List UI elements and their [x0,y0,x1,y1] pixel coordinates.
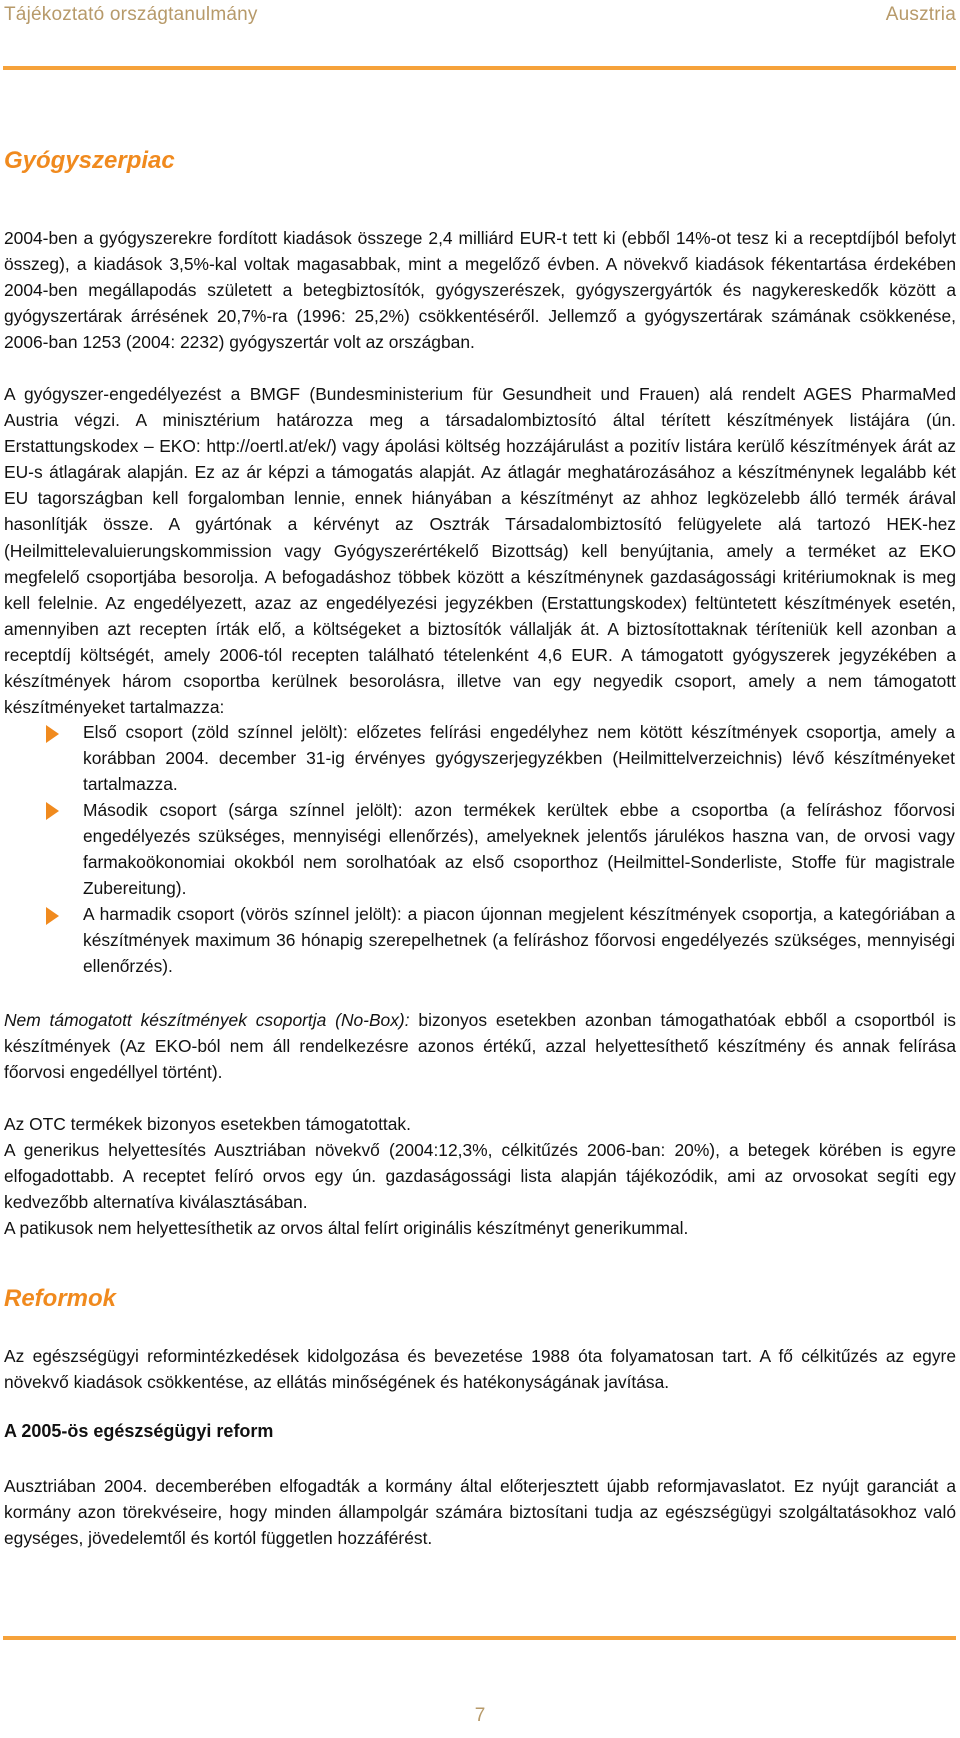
triangle-right-icon [44,724,61,744]
paragraph-no-box [4,1007,956,1085]
paragraph-pharmacist: A patikusok nem helyettesíthetik az orvos által felírt originális készítményt generikummal. [4,1218,689,1238]
paragraph-generic: A generikus helyettesítés Ausztriában növekvő (2004:12,3%, célkitűzés 2006-ban: 20%), a betegek körében is egyre elfogadottabb. A receptet felíró orvos egy ún. gazdaságossági lista alapján tájékozódik, ami az orvosokat segíti egy kedvezőbb alternatíva kiválasztásában. [4,1140,956,1213]
page-number: 7 [474,1705,486,1726]
paragraph-2005-reform: Ausztriában 2004. decemberében elfogadták a kormány által előterjesztett újabb reformjavaslatot. Ez nyújt garanciát a kormány azon törekvéseire, hogy minden állampolgár számára biztosítani tudja az egészségügyi szolgáltatásokhoz való egységes, jövedelemtől és kortól független hozzáférést. [4,1476,956,1549]
header-rule [3,66,956,70]
paragraph-drug-approval: A gyógyszer-engedélyezést a BMGF (Bundesministerium für Gesundheit und Frauen) alá rendelt AGES PharmaMed Austria végzi. A minisztérium határozza meg a társadalombiztosító által térített készítmények listájára (ún. Erstattungskodex – EKO: http://oertl.at/ek/) vagy ápolási költség hozzájárulást a pozitív listára kerülő készítmények árát az EU-s átlagárak alapján. Ez az ár képzi a támogatás alapját. Az átlagár meghatározásához a készítménynek legalább két EU tagországban kell forgalomban lennie, ennek hiányában a készítményt az ahhoz legközelebb álló termék árával hasonlítják össze. A gyártónak a kérvényt az Osztrák Társadalombiztosító felügyelete alá tartozó HEK-hez (Heilmittelevaluierungskommission vagy Gyógyszerértékelő Bizottság) kell benyújtania, amely a terméket az EKO megfelelő csoportjába besorolja. A befogadáshoz többek között a készítménynek gazdaságossági kritériumoknak is meg kell felelnie. Az engedélyezett, azaz az engedélyezési jegyzékben (Erstattungskodex) feltüntetett készítmények esetén, amennyiben azt recepten írták elő, a költségeket a biztosítók vállalják át. A biztosítottaknak téríteniük kell azonban a receptdíj költségét, amely 2006-tól recepten található tételenként 4,6 EUR. A támogatott gyógyszerek jegyzékében a készítmények három csoportba kerülnek besorolásra, illetve van egy negyedik csoport, amely a nem támogatott készítményeket tartalmazza: [4,384,956,718]
list-item: Első csoport (zöld színnel jelölt): előzetes felírási engedélyhez nem kötött készítmények csoportja, amely a korábban 2004. december 31-ig érvényes gyógyszerjegyzékben (Heilmittelverzeichnis) lévő készítményeket tartalmazza. [83,722,955,795]
paragraph-drug-expenditure: 2004-ben a gyógyszerekre fordított kiadások összege 2,4 milliárd EUR-t tett ki (ebből 14%-ot tesz ki a receptdíjból befolyt összeg), a kiadások 3,5%-kal voltak magasabbak, mint a megelőző évben. A növekvő kiadások fékentartása érdekében 2004-ben megállapodás született a betegbiztosítók, gyógyszerészek, gyógyszergyártók és nagykereskedők között a gyógyszertárak árrésének 20,7%-ra (1996: 25,2%) csökkentéséről. Jellemző a gyógyszertárak számának csökkenése, 2006-ban 1253 (2004: 2232) gyógyszertár volt az országban. [4,228,956,353]
section-title-reformok: Reformok [4,1285,117,1312]
footer-rule [3,1636,956,1640]
paragraph-reforms: Az egészségügyi reformintézkedések kidolgozása és bevezetése 1988 óta folyamatosan tart. A fő célkitűzés az egyre növekvő kiadások csökkentése, az ellátás minőségének és hatékonyságának javítása. [4,1346,956,1393]
paragraph-otc: Az OTC termékek bizonyos esetekben támogatottak. [4,1114,411,1134]
page-header [0,0,960,36]
list-item: A harmadik csoport (vörös színnel jelölt): a piacon újonnan megjelent készítmények csoportja, a kategóriában a készítmények maximum 36 hónapig szerepelhetnek (a felíráshoz főorvosi engedélyezés szükséges, mennyiségi ellenőrzés). [83,904,955,977]
list-item: Második csoport (sárga színnel jelölt): azon termékek kerültek ebbe a csoportba (a felíráshoz főorvosi engedélyezés szükséges, mennyiségi ellenőrzés), amelyeknek jelentős járulékos haszna van, de orvosi vagy farmakoökonomiai okokból nem sorolhatóak az első csoporthoz (Heilmittel-Sonderliste, Stoffe für magistrale Zubereitung). [83,800,955,899]
no-box-lead: Nem támogatott készítmények csoportja (No-Box): [4,1010,410,1030]
subsection-title-2005-reform: A 2005-ös egészségügyi reform [4,1421,274,1441]
no-box-text: bizonyos esetekben azonban támogathatóak ebből a csoportból is készítmények (Az EKO-ból nem áll rendelkezésre azonos értékű, azzal helyettesíthető készítmény és annak felírása főorvosi engedéllyel történt). [4,1010,957,1083]
triangle-right-icon [44,801,61,821]
triangle-right-icon [44,906,61,926]
header-country: Ausztria [885,4,956,25]
header-document-title: Tájékoztató országtanulmány [4,4,258,25]
section-title-gyogyszerpiac: Gyógyszerpiac [4,147,175,174]
